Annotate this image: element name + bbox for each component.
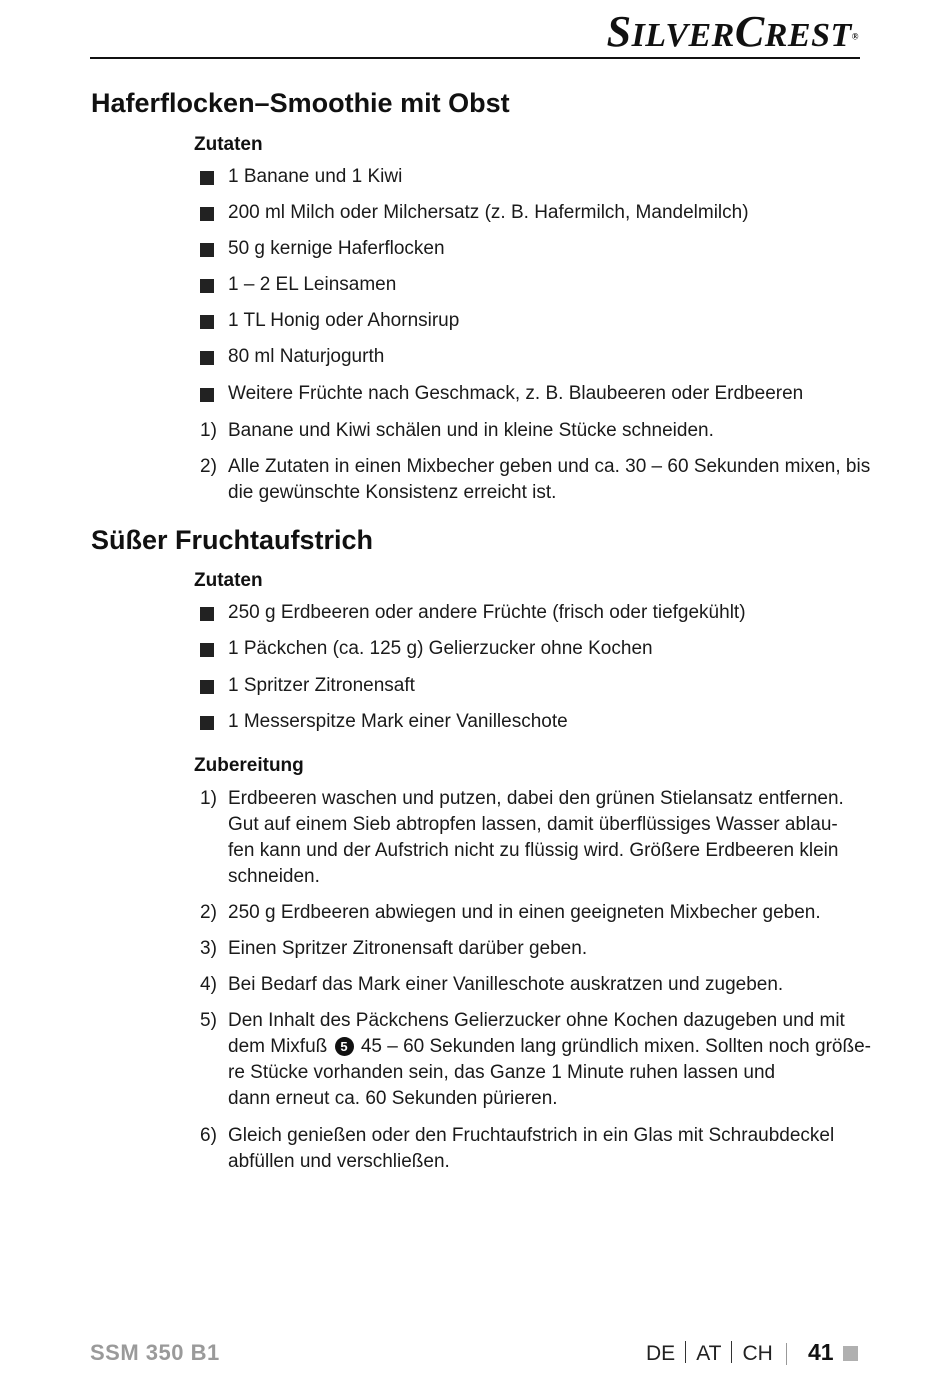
preparation-heading: Zubereitung [194, 755, 304, 776]
step-number: 1) [200, 420, 217, 441]
list-item: 1 Päckchen (ca. 125 g) Gelierzucker ohne Kochen [228, 638, 653, 659]
section-title-fruit-spread: Süßer Fruchtaufstrich [91, 525, 374, 555]
section-title-smoothie: Haferflocken–Smoothie mit Obst [91, 88, 510, 118]
bullet-icon [200, 243, 214, 257]
step-number: 2) [200, 902, 217, 923]
step-text: fen kann und der Aufstrich nicht zu flüssig wird. Größere Erdbeeren klein [228, 840, 839, 861]
step-text: Einen Spritzer Zitronensaft darüber geben. [228, 938, 588, 959]
model-number: SSM 350 B1 [90, 1340, 220, 1365]
list-item: 200 ml Milch oder Milchersatz (z. B. Hafermilch, Mandelmilch) [228, 202, 749, 223]
step-text: Den Inhalt des Päckchens Gelierzucker ohne Kochen dazugeben und mit [228, 1010, 845, 1031]
step-number: 6) [200, 1125, 217, 1146]
bullet-icon [200, 643, 214, 657]
step-number: 4) [200, 974, 217, 995]
step-text: Gleich genießen oder den Fruchtaufstrich in ein Glas mit Schraubdeckel [228, 1125, 835, 1146]
bullet-icon [200, 680, 214, 694]
step-text: Erdbeeren waschen und putzen, dabei den grünen Stielansatz entfernen. [228, 788, 844, 809]
mixing-foot-reference-icon: 5 [335, 1037, 354, 1056]
ingredients-heading: Zutaten [194, 134, 263, 155]
list-item: 1 Banane und 1 Kiwi [228, 166, 403, 187]
brand-logo: SILVERCREST® [606, 7, 859, 56]
list-item: 80 ml Naturjogurth [228, 346, 385, 367]
footer-divider [786, 1343, 787, 1365]
language-codes: DE AT CH [646, 1342, 773, 1365]
step-text: abfüllen und verschließen. [228, 1151, 450, 1172]
bullet-icon [200, 279, 214, 293]
bullet-icon [200, 607, 214, 621]
step-text: dann erneut ca. 60 Sekunden pürieren. [228, 1088, 558, 1109]
header-divider [90, 57, 860, 59]
step-text: 250 g Erdbeeren abwiegen und in einen geeigneten Mixbecher geben. [228, 902, 821, 923]
step-text: die gewünschte Konsistenz erreicht ist. [228, 482, 557, 503]
page-number: 41 [808, 1339, 834, 1365]
step-text: re Stücke vorhanden sein, das Ganze 1 Minute ruhen lassen und [228, 1062, 776, 1083]
list-item: 250 g Erdbeeren oder andere Früchte (frisch oder tiefgekühlt) [228, 602, 746, 623]
list-item: 50 g kernige Haferflocken [228, 238, 445, 259]
bullet-icon [200, 171, 214, 185]
step-number: 5) [200, 1010, 217, 1031]
step-number: 2) [200, 456, 217, 477]
step-text: Alle Zutaten in einen Mixbecher geben und ca. 30 – 60 Sekunden mixen, bis [228, 456, 871, 477]
list-item: 1 Spritzer Zitronensaft [228, 675, 415, 696]
bullet-icon [200, 207, 214, 221]
bullet-icon [200, 388, 214, 402]
step-number: 1) [200, 788, 217, 809]
step-text: schneiden. [228, 866, 320, 887]
bullet-icon [200, 315, 214, 329]
step-number: 3) [200, 938, 217, 959]
page-marker-icon [843, 1346, 858, 1361]
ingredients-heading: Zutaten [194, 570, 263, 591]
step-text: Banane und Kiwi schälen und in kleine Stücke schneiden. [228, 420, 714, 441]
list-item: 1 TL Honig oder Ahornsirup [228, 310, 460, 331]
step-text: Bei Bedarf das Mark einer Vanilleschote auskratzen und zugeben. [228, 974, 784, 995]
bullet-icon [200, 716, 214, 730]
list-item: Weitere Früchte nach Geschmack, z. B. Blaubeeren oder Erdbeeren [228, 383, 804, 404]
step-text: dem Mixfuß 5 45 – 60 Sekunden lang gründlich mixen. Sollten noch größe- [228, 1036, 871, 1057]
list-item: 1 Messerspitze Mark einer Vanilleschote [228, 711, 568, 732]
list-item: 1 – 2 EL Leinsamen [228, 274, 397, 295]
bullet-icon [200, 351, 214, 365]
step-text: Gut auf einem Sieb abtropfen lassen, damit überflüssiges Wasser ablau- [228, 814, 838, 835]
